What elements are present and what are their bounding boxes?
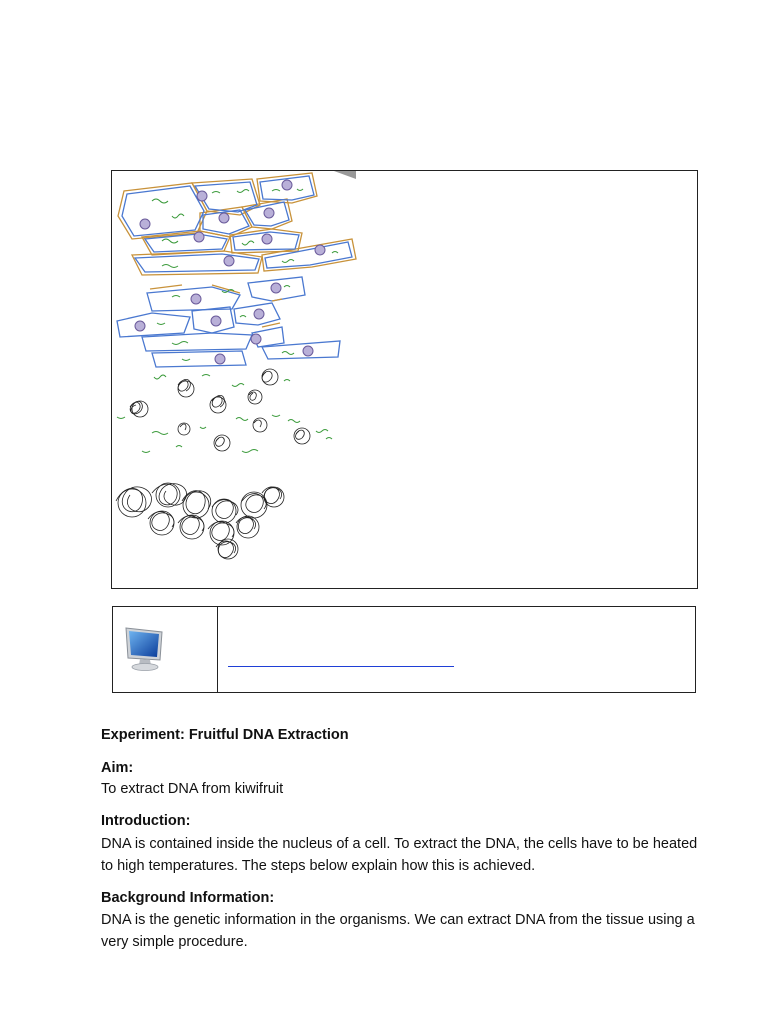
dna-clump (248, 390, 262, 404)
introduction-line-1: DNA is contained inside the nucleus of a cell. To extract the DNA, the cells have to be heated (101, 836, 698, 852)
dna-clump (178, 379, 194, 397)
dna-clump (214, 435, 230, 451)
dna-clump (130, 401, 148, 417)
link-cell[interactable] (218, 607, 695, 692)
corner-tab (334, 171, 356, 179)
precipitated-dna-mass (116, 483, 284, 559)
aim-text: To extract DNA from kiwifruit (101, 781, 284, 797)
introduction-heading: Introduction: (101, 813, 191, 829)
icon-cell (113, 607, 218, 692)
dna-clump (294, 428, 310, 444)
dna-clump (262, 369, 278, 385)
background-line-2: very simple procedure. (101, 934, 248, 950)
background-heading: Background Information: (101, 890, 275, 906)
dna-clump (210, 395, 226, 413)
introduction-line-2: to high temperatures. The steps below explain how this is achieved. (101, 858, 536, 874)
experiment-title: Experiment: Fruitful DNA Extraction (101, 727, 349, 743)
dna-clump (253, 418, 267, 432)
released-dna-clumps (130, 369, 310, 451)
figure-frame (111, 170, 698, 589)
resource-link-table (112, 606, 696, 693)
dna-extraction-illustration (112, 171, 698, 589)
link-underline[interactable] (228, 666, 454, 667)
intact-cells (118, 173, 356, 275)
aim-heading: Aim: (101, 760, 134, 776)
background-line-1: DNA is the genetic information in the organisms. We can extract DNA from the tissue using a (101, 912, 695, 928)
computer-monitor-icon (124, 626, 166, 672)
dna-clump (178, 423, 190, 435)
